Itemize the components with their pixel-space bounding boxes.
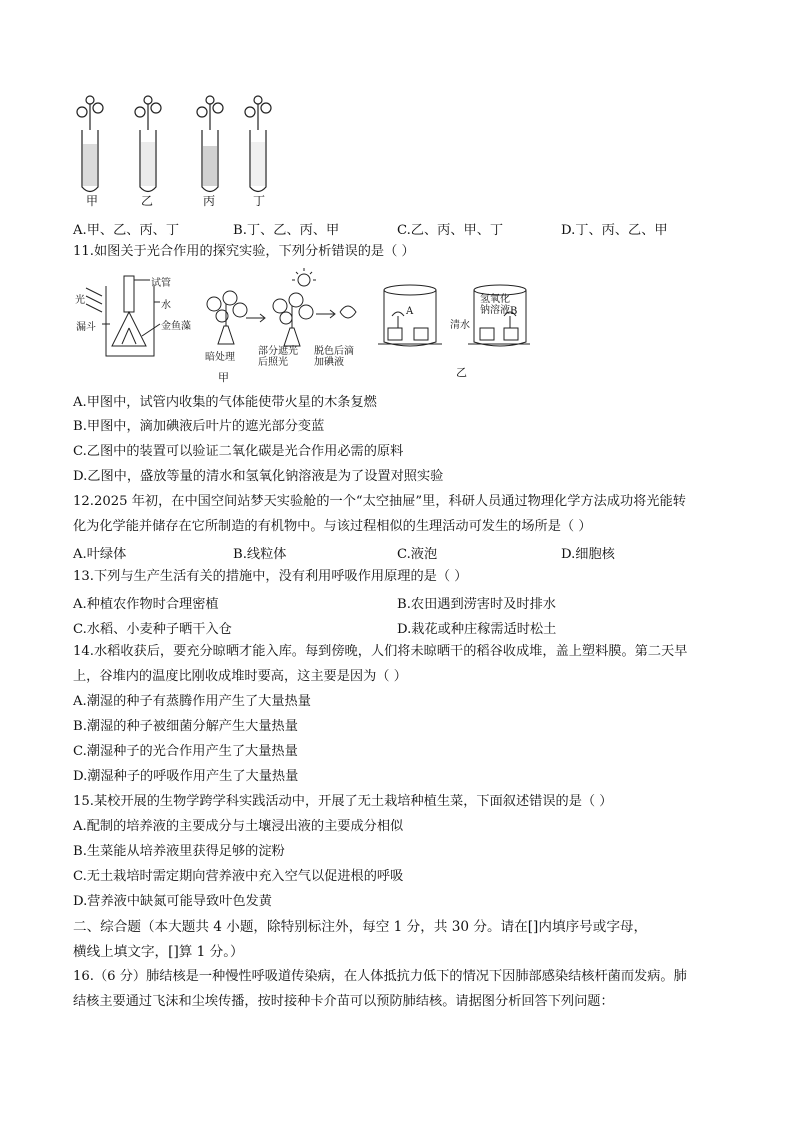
fig-label-plant: 金鱼藻 [161,321,191,332]
q11-option-d: D.乙图中，盛放等量的清水和氢氧化钠溶液是为了设置对照实验 [73,469,444,484]
q15-option-b: B.生菜能从培养液里获得足够的淀粉 [73,844,285,859]
q11-option-a: A.甲图中，试管内收集的气体能使带火星的木条复燃 [73,395,377,410]
fig-label-decolor-1: 脱色后滴 [314,346,354,357]
tube-bing [197,96,223,192]
q12-option-c: C.液泡 [397,547,438,562]
tube-ding [245,96,271,192]
q14-option-a: A.潮湿的种子有蒸腾作用产生了大量热量 [73,694,311,709]
fig-label-partial-1: 部分遮光 [258,346,298,357]
fig-label-light: 光 [75,295,85,306]
fig-label-yi: 乙 [456,366,467,379]
fig-label-decolor-2: 加碘液 [314,357,344,368]
q15-stem: 15.某校开展的生物学跨学科实践活动中，开展了无土栽培种植生菜，下面叙述错误的是（ ） [73,794,613,809]
tube-label-bing: 丙 [203,194,216,208]
q15-option-d: D.营养液中缺氮可能导致叶色发黄 [73,894,272,909]
fig-label-clear-water: 清水 [450,320,470,331]
fig-label-tube: 试管 [151,278,171,289]
q12-option-d: D.细胞核 [561,547,615,562]
q13-option-a: A.种植农作物时合理密植 [73,597,219,612]
fig-label-a: A [406,306,414,317]
tube-label-ding: 丁 [253,194,266,208]
q14-option-d: D.潮湿种子的呼吸作用产生了大量热量 [73,769,299,784]
q12-option-b: B.线粒体 [233,547,287,562]
q10-option-d: D.丁、丙、乙、甲 [561,223,668,238]
q13-option-b: B.农田遇到涝害时及时排水 [397,597,556,612]
fig-label-jia: 甲 [218,371,229,384]
q12-stem-line1: 12.2025 年初，在中国空间站梦天实验舱的一个“太空抽屉”里，科研人员通过物理化学方法成功将光能转 [73,494,686,509]
q14-stem-line2: 上，谷堆内的温度比刚收成堆时要高，这主要是因为（ ） [73,669,407,684]
section2-heading-line1: 二、综合题（本大题共 4 小题，除特别标注外，每空 1 分，共 30 分。请在[]内填序号或字母， [73,919,648,935]
q11-option-c: C.乙图中的装置可以验证二氧化碳是光合作用必需的原料 [73,444,404,459]
fig-label-dark: 暗处理 [205,352,235,363]
fig-label-b: B [510,306,518,317]
q13-option-c: C.水稻、小麦种子晒干入仓 [73,622,232,637]
fig-label-funnel: 漏斗 [76,322,96,333]
tube-yi [135,96,161,192]
q12-option-a: A.叶绿体 [73,547,127,562]
q13-option-d: D.栽花或种庄稼需适时松土 [397,622,557,637]
q13-stem: 13.下列与生产生活有关的措施中，没有利用呼吸作用原理的是（ ） [73,569,468,584]
tube-jia [77,96,103,192]
q15-option-a: A.配制的培养液的主要成分与土壤浸出液的主要成分相似 [73,819,404,834]
q15-option-c: C.无土栽培时需定期向营养液中充入空气以促进根的呼吸 [73,869,404,884]
q16-stem-line1: 16.（6 分）肺结核是一种慢性呼吸道传染病，在人体抵抗力低下的情况下因肺部感染结核杆菌而发病。肺 [73,969,687,984]
q16-stem-line2: 结核主要通过飞沫和尘埃传播，按时接种卡介苗可以预防肺结核。请据图分析回答下列问题： [73,994,614,1009]
fig-label-partial-2: 后照光 [258,357,288,368]
q12-stem-line2: 化为化学能并储存在它所制造的有机物中。与该过程相似的生理活动可发生的场所是（ ） [73,519,592,534]
q14-option-b: B.潮湿的种子被细菌分解产生大量热量 [73,719,298,734]
q10-option-a: A.甲、乙、丙、丁 [73,223,180,238]
test-tube-figure [70,92,300,207]
q10-option-c: C.乙、丙、甲、丁 [397,223,504,238]
section2-heading-line2: 横线上填文字，[]算 1 分。） [73,944,244,960]
q14-option-c: C.潮湿种子的光合作用产生了大量热量 [73,744,298,759]
fig-label-naoh-1: 氢氧化 [480,294,510,305]
q10-option-b: B.丁、乙、丙、甲 [233,223,340,238]
fig-label-naoh-2: 钠溶液 [480,305,510,316]
tube-label-yi: 乙 [141,194,154,208]
tube-label-jia: 甲 [86,194,99,208]
q14-stem-line1: 14.水稻收获后，要充分晾晒才能入库。每到傍晚，人们将未晾晒干的稻谷收成堆，盖上塑料膜。第二天早 [73,644,688,659]
q11-option-b: B.甲图中，滴加碘液后叶片的遮光部分变蓝 [73,419,325,434]
q11-stem: 11.如图关于光合作用的探究实验，下列分析错误的是（ ） [73,244,415,259]
fig-label-water: 水 [161,300,171,311]
